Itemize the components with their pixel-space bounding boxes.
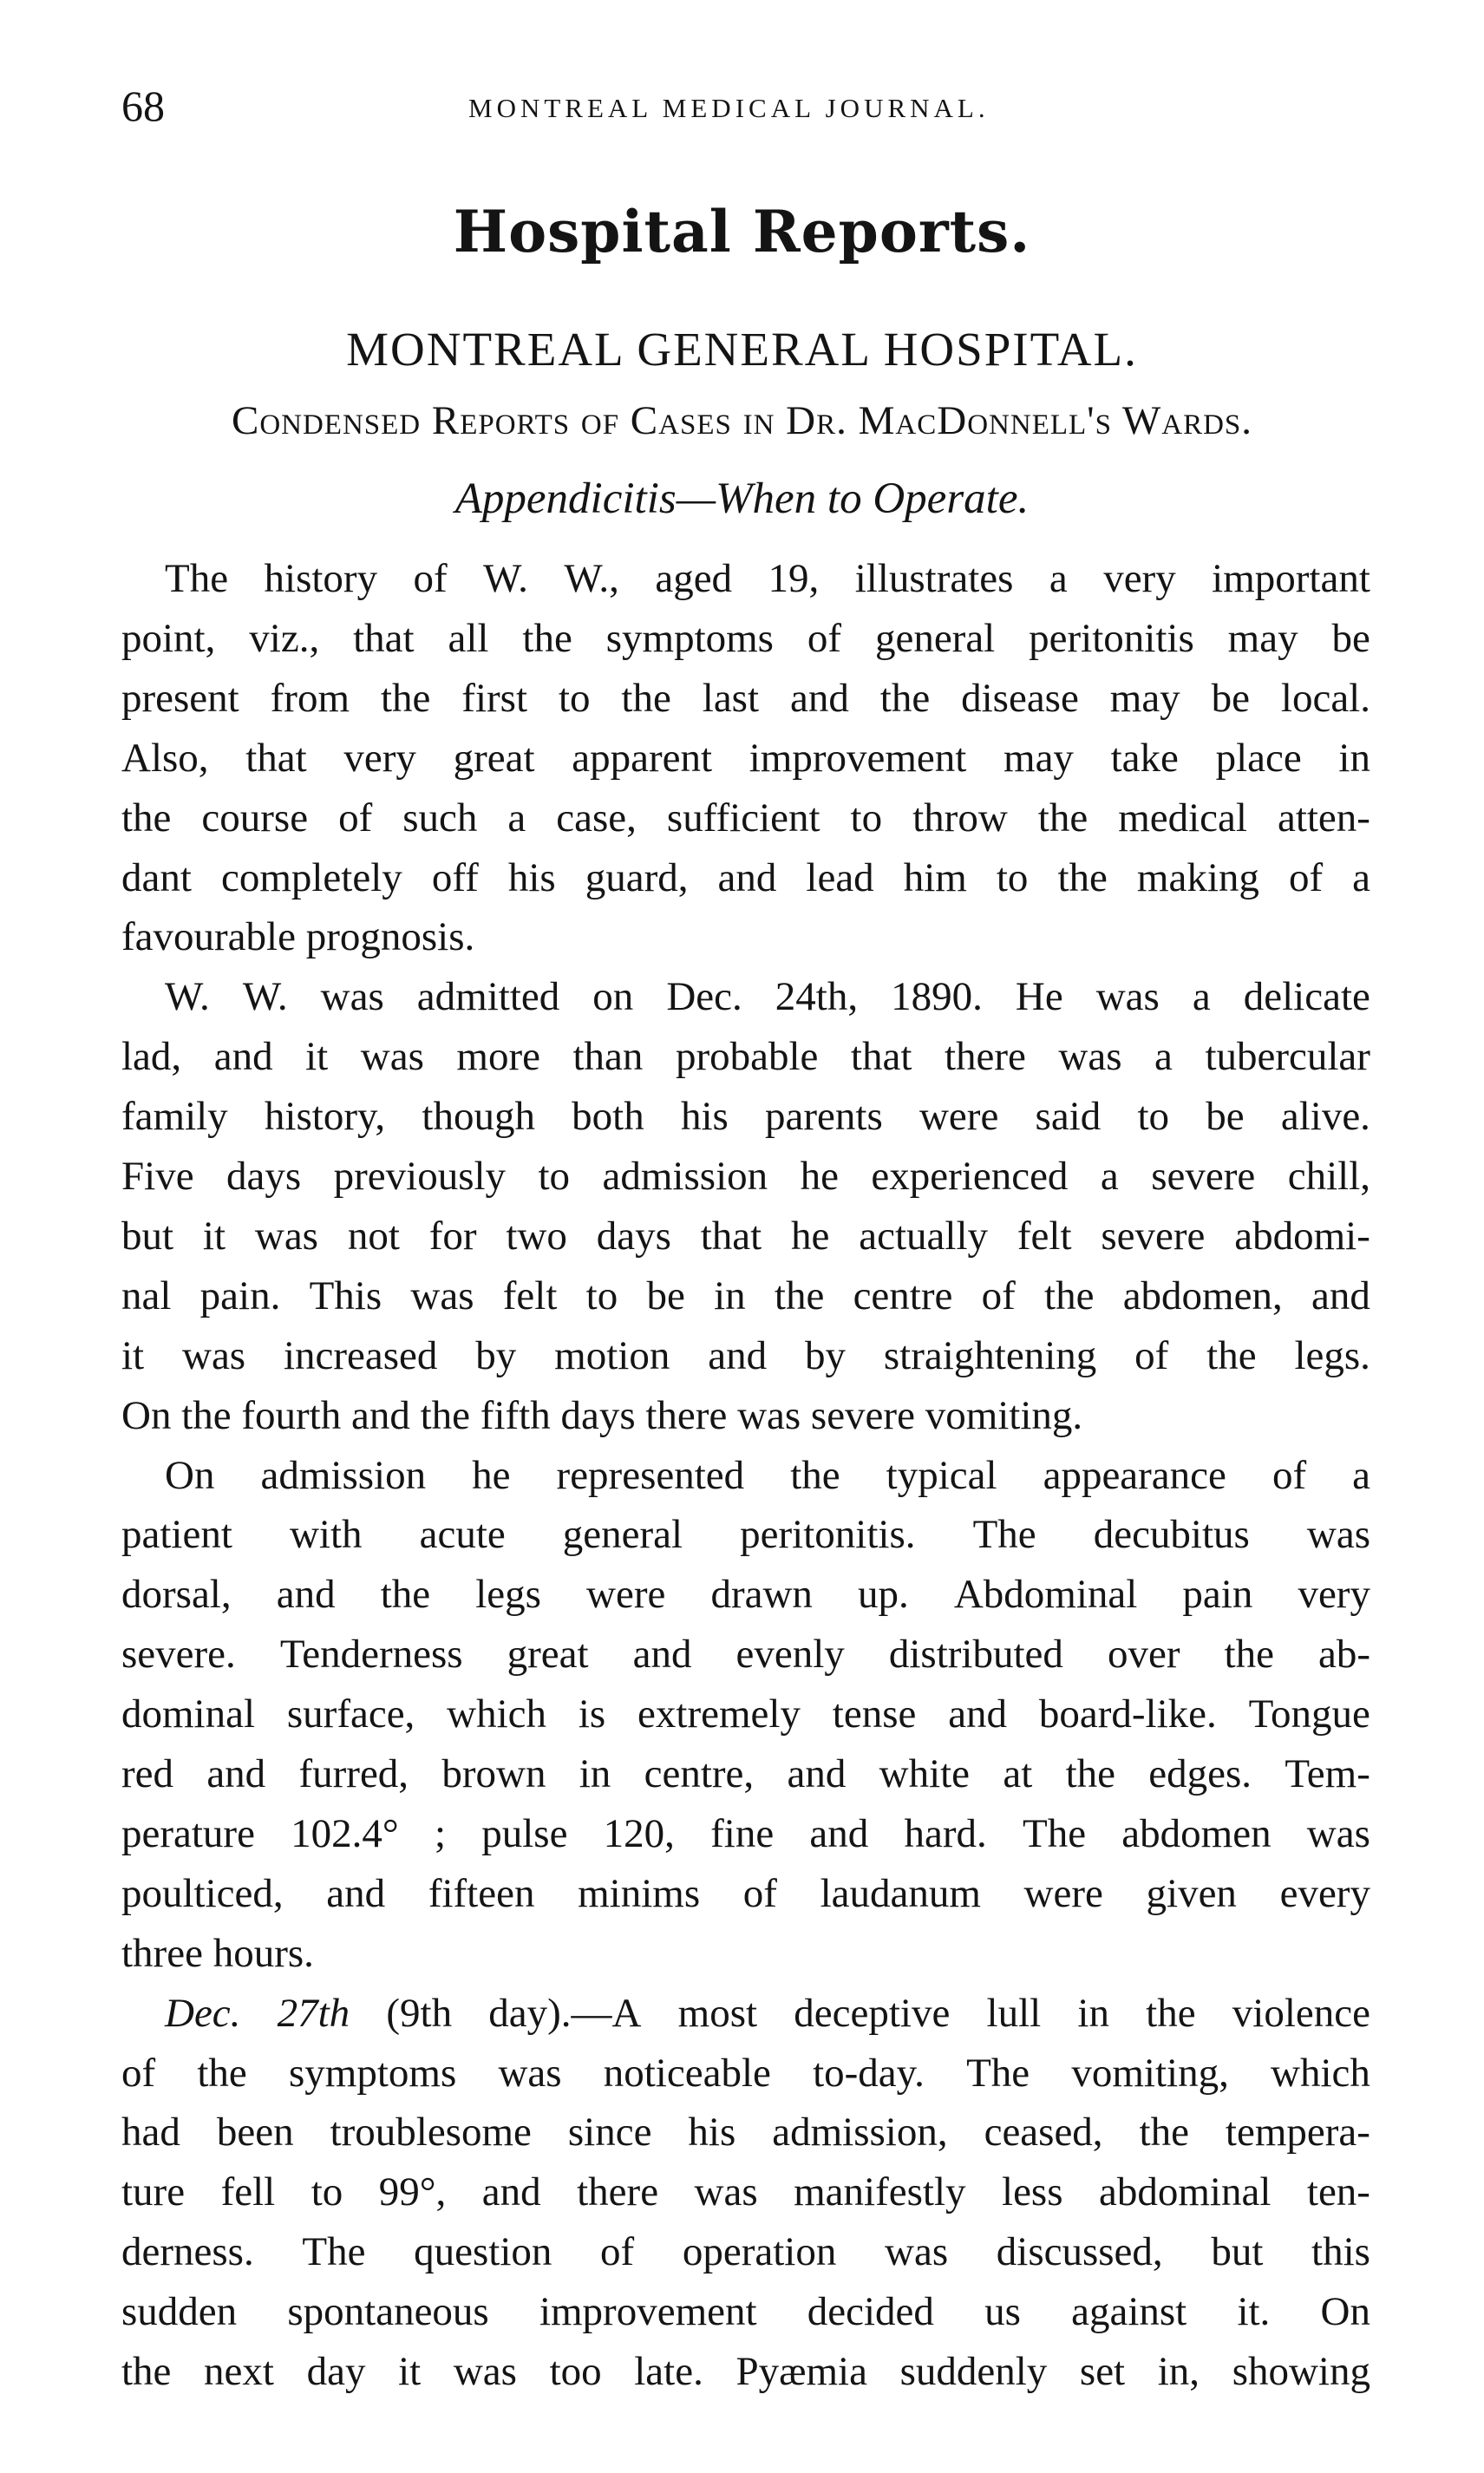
case-title: Appendicitis—When to Operate.	[454, 474, 1030, 523]
reports-subtitle: Condensed Reports of Cases in Dr. MacDonnell's Wards.	[231, 398, 1253, 443]
body-line: but it was not for two days that he actually felt severe abdomi-	[121, 1213, 1370, 1259]
hospital-name: MONTREAL GENERAL HOSPITAL.	[346, 323, 1138, 376]
body-line: nal pain. This was felt to be in the centre of the abdomen, and	[121, 1272, 1370, 1318]
body-line: lad, and it was more than probable that there was a tubercular	[121, 1034, 1370, 1080]
body-line: present from the first to the last and the disease may be local.	[121, 675, 1370, 721]
body-line: it was increased by motion and by straightening of the legs.	[121, 1332, 1370, 1378]
body-line: Five days previously to admission he experienced a severe chill,	[121, 1154, 1370, 1199]
body-line: poulticed, and fifteen minims of laudanum were given every	[121, 1870, 1370, 1916]
body-line: red and furred, brown in centre, and white at the edges. Tem-	[121, 1751, 1370, 1796]
body-line: patient with acute general peritonitis. The decubitus was	[121, 1512, 1370, 1558]
body-line: dorsal, and the legs were drawn up. Abdominal pain very	[121, 1572, 1370, 1618]
body-line: ture fell to 99°, and there was manifestly less abdominal ten-	[121, 2169, 1370, 2215]
body-line: favourable prognosis.	[121, 914, 475, 960]
body-line: three hours.	[121, 1930, 314, 1976]
body-line: Dec. 27th (9th day).—A most deceptive lull in the violence	[165, 1990, 1370, 2036]
running-head: MONTREAL MEDICAL JOURNAL.	[468, 93, 990, 123]
body-line: had been troublesome since his admission, ceased, the tempera-	[121, 2110, 1370, 2156]
section-title: Hospital Reports.	[453, 198, 1031, 265]
body-line: of the symptoms was noticeable to-day. The vomiting, which	[121, 2050, 1370, 2096]
body-line: On admission he represented the typical appearance of a	[165, 1452, 1370, 1498]
body-line: family history, though both his parents were said to be alive.	[121, 1094, 1370, 1140]
body-line: The history of W. W., aged 19, illustrates a very important	[165, 556, 1370, 601]
body-line: the next day it was too late. Pyæmia suddenly set in, showing	[121, 2349, 1370, 2394]
body-line: On the fourth and the fifth days there was severe vomiting.	[121, 1392, 1083, 1438]
body-line: W. W. was admitted on Dec. 24th, 1890. He was a delicate	[165, 974, 1370, 1020]
body-line: point, viz., that all the symptoms of general peritonitis may be	[121, 615, 1370, 661]
body-line: sudden spontaneous improvement decided us against it. On	[121, 2289, 1370, 2335]
page-header	[121, 80, 1370, 132]
body-line: perature 102.4° ; pulse 120, fine and hard. The abdomen was	[121, 1810, 1370, 1856]
body-line: dant completely off his guard, and lead him to the making of a	[121, 854, 1370, 900]
body-line: derness. The question of operation was discussed, but this	[121, 2229, 1370, 2275]
body-line: the course of such a case, sufficient to throw the medical atten-	[121, 795, 1370, 841]
body-line: severe. Tenderness great and evenly distributed over the ab-	[121, 1632, 1370, 1678]
body-line: Also, that very great apparent improvement may take place in	[121, 735, 1370, 781]
page-number: 68	[121, 82, 165, 130]
body-line: dominal surface, which is extremely tense and board-like. Tongue	[121, 1691, 1370, 1737]
